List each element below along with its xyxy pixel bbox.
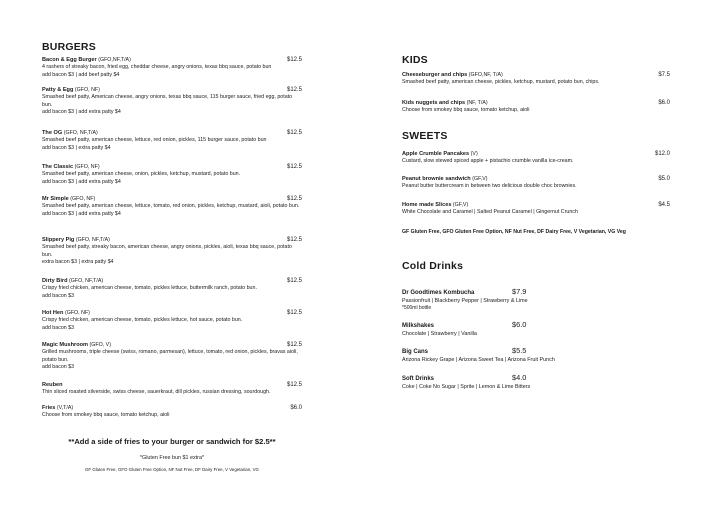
item-price: $12.5 <box>286 164 302 170</box>
menu-item <box>42 382 302 397</box>
item-name: Patty & Egg <box>42 87 74 93</box>
drink-item <box>402 288 670 313</box>
item-price: $6.0 <box>290 405 302 411</box>
item-name: Dr Goodtimes Kombucha <box>402 290 475 296</box>
item-price: $7.9 <box>512 287 527 296</box>
item-description: White Chocolate and Caramel | Salted Peanut Caramel | Gingernut Crunch <box>402 209 578 216</box>
menu-item <box>402 176 670 191</box>
item-name: Apple Crumble Pancakes <box>402 151 470 157</box>
menu-item <box>42 164 302 186</box>
item-description: 4 rashers of streaky bacon, fried egg, cheddar cheese, angry onions, texas bbq sauce, potato bun <box>42 64 272 71</box>
item-price: $5.0 <box>658 176 670 182</box>
item-price: $6.0 <box>512 320 527 329</box>
menu-item <box>42 405 302 420</box>
menu-item <box>42 196 302 218</box>
item-name: Big Cans <box>402 349 429 355</box>
menu-item <box>402 151 670 166</box>
item-description: Custard, slow stewed spiced apple + pistachio crumble vanilla ice-cream. <box>402 158 574 165</box>
item-price: $6.0 <box>658 100 670 106</box>
item-description: Grilled mushrooms, triple cheese (swiss, romano, parmesan), lettuce, tomato, red onion, pickles, bravas aioli, potato bun. <box>42 349 298 363</box>
item-price: $4.5 <box>658 202 670 208</box>
item-description: Crispy fried chicken, american cheese, tomato, pickles lettuce, hot sauce, potato bun. <box>42 317 243 324</box>
sweets-title: SWEETS <box>402 130 448 142</box>
item-name: The Classic <box>42 164 74 170</box>
item-tags: (NF, T/A) <box>466 100 488 106</box>
dietary-legend: GF Gluten Free, GFO Gluten Free Option, NF Nut Free, DF Dairy Free, V Vegetarian, VG <box>85 467 259 472</box>
menu-item <box>42 278 302 300</box>
item-price: $12.5 <box>286 310 302 316</box>
item-tags: (GFO, NF) <box>74 164 100 170</box>
item-tags: (V,T/A) <box>56 405 74 411</box>
menu-item <box>402 100 670 115</box>
item-description: Choose from smokey bbq sauce, tomato ketchup, aioli <box>42 412 170 419</box>
item-name: Peanut brownie sandwich <box>402 176 471 182</box>
item-tags: (GFO, NF) <box>70 196 96 202</box>
item-name: Milkshakes <box>402 323 435 329</box>
menu-item <box>402 202 670 217</box>
item-extras: add bacon $3 <box>42 364 75 371</box>
item-price: $12.5 <box>286 382 302 388</box>
item-tags: (GF,V) <box>452 202 469 208</box>
item-description: Smashed beef patty, american cheese, lettuce, tomato, red onion, pickles, ketchup, mustard, aioli, potato bun. <box>42 203 300 210</box>
item-extras: extra bacon $3 | extra patty $4 <box>42 259 114 266</box>
item-tags: (GFO, NF,T/A) <box>68 278 104 284</box>
drink-item <box>402 321 670 338</box>
item-name: Slippery Pig <box>42 237 75 243</box>
menu-item <box>42 310 302 332</box>
menu-item <box>402 72 670 87</box>
item-price: $12.5 <box>286 130 302 136</box>
item-name: Dirty Bird <box>42 278 68 284</box>
item-description: Smashed beef patty, american cheese, lettuce, red onion, pickles, 115 burger sauce, potato bun <box>42 137 267 144</box>
item-tags: (GFO,NF,T/A) <box>98 57 131 63</box>
item-description: Crispy fried chicken, american cheese, tomato, pickles lettuce, buttermilk ranch, potato bun. <box>42 285 257 292</box>
item-extras: *500ml bottle <box>402 305 432 312</box>
item-name: Fries <box>42 405 56 411</box>
item-name: Mr Simple <box>42 196 69 202</box>
item-extras: add bacon $3 <box>42 292 75 299</box>
item-name: Hot Hen <box>42 310 64 316</box>
item-price: $12.5 <box>286 237 302 243</box>
kids-title: KIDS <box>402 54 428 66</box>
item-price: $4.0 <box>512 373 527 382</box>
item-description: Smashed beef patty, american cheese, onion, pickles, ketchup, mustard, potato bun. <box>42 171 241 178</box>
menu-item <box>42 87 302 117</box>
drink-item <box>402 347 670 364</box>
item-tags: (GFO, NF) <box>64 310 90 316</box>
drink-item <box>402 374 670 391</box>
item-price: $12.5 <box>286 278 302 284</box>
item-description: Choose from smokey bbq sauce, tomato ketchup, aioli <box>402 107 530 114</box>
item-extras: add bacon $3 | add beef patty $4 <box>42 71 120 78</box>
item-description: Smashed beef patty, streaky bacon, american cheese, angry onions, pickles, aioli, texas bbq sauce, potato bun. <box>42 244 292 258</box>
item-tags: (GFO, NF) <box>74 87 100 93</box>
menu-item <box>42 342 302 372</box>
item-name: Soft Drinks <box>402 376 435 382</box>
item-extras: add bacon $3 | add extra patty $4 <box>42 210 121 217</box>
burgers-title: BURGERS <box>42 41 96 53</box>
item-name: Bacon & Egg Burger <box>42 57 97 63</box>
item-price: $5.5 <box>512 346 527 355</box>
item-tags: (GF,V) <box>472 176 488 182</box>
item-name: Kids nuggets and chips <box>402 100 466 106</box>
item-price: $12.5 <box>286 342 302 348</box>
item-tags: (GFO, V) <box>89 342 111 348</box>
item-name: Home made Slices <box>402 202 452 208</box>
item-description: Arizona Rickey Grape | Arizona Sweet Tea | Arizona Fruit Punch <box>402 356 555 363</box>
item-name: Reuben <box>42 382 63 388</box>
dietary-legend: GF Gluten Free, GFO Gluten Free Option, NF Nut Free, DF Dairy Free, V Vegetarian, VG Veg <box>402 229 626 235</box>
fries-side-note: **Add a side of fries to your burger or sandwich for $2.5** <box>68 437 276 446</box>
menu-item <box>42 130 302 152</box>
item-extras: add bacon $3 <box>42 324 75 331</box>
gluten-free-note: *Gluten Free bun $1 extra* <box>139 455 205 461</box>
menu-item <box>42 237 302 267</box>
item-description: Passionfruit | Blackberry Pepper | Strawberry & Lime <box>402 297 528 304</box>
item-extras: add bacon $3 | add extra patty $4 <box>42 178 121 185</box>
item-tags: (V) <box>470 151 478 157</box>
item-description: Coke | Coke No Sugar | Sprite | Lemon & Lime Bitters <box>402 383 531 390</box>
item-description: Chocolate | Strawberry | Vanilla <box>402 330 477 337</box>
item-description: Peanut butter buttercream in between two delicious double choc brownies. <box>402 183 577 190</box>
item-tags: (GFO, NF,T/A) <box>75 237 110 243</box>
item-price: $12.5 <box>286 87 302 93</box>
item-description: Thin sliced roasted silverside, swiss cheese, sauerkraut, dill pickles, russian dressing, sourdough. <box>42 389 271 396</box>
menu-item <box>42 57 302 79</box>
item-tags: (GFO, NF,T/A) <box>63 130 98 136</box>
item-extras: add bacon $3 | add extra patty $4 <box>42 109 121 116</box>
item-description: Smashed beef patty, American cheese, angry onions, texas bbq sauce, 115 burger sauce, fried egg, potato bun. <box>42 94 293 108</box>
item-price: $7.5 <box>658 72 670 78</box>
item-price: $12.5 <box>286 57 302 63</box>
cold-drinks-title: Cold Drinks <box>402 260 464 272</box>
item-name: Cheeseburger and chips <box>402 72 468 78</box>
item-name: Magic Mushroom <box>42 342 88 348</box>
item-extras: add bacon $3 | extra patty $4 <box>42 144 111 151</box>
item-price: $12.5 <box>286 196 302 202</box>
item-description: Smashed beef patty, american cheese, pickles, ketchup, mustard, potato bun, chips. <box>402 79 600 86</box>
item-price: $12.0 <box>654 151 670 157</box>
item-name: The OG <box>42 130 63 136</box>
item-tags: (GFO,NF, T/A) <box>468 72 503 78</box>
